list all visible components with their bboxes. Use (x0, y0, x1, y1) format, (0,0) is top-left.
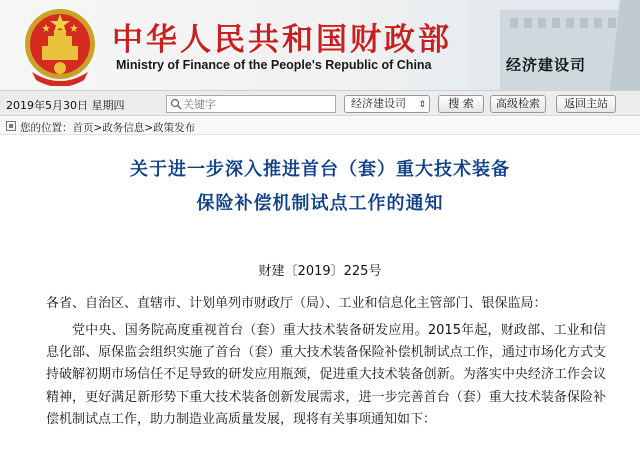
breadcrumb-trail (20, 120, 195, 135)
breadcrumb-prefix: 您的位置： (20, 122, 73, 134)
site-title-en: Ministry of Finance of the People's Republic of China (116, 58, 432, 72)
department-name: 经济建设司 (506, 56, 587, 74)
document-number: 财建〔2019〕225号 (258, 264, 382, 279)
breadcrumb (0, 117, 640, 135)
breadcrumb-gov-info[interactable]: 政务信息 (102, 122, 145, 134)
article-paragraph: 党中央、国务院高度重视首台（套）重大技术装备研发应用。2015年起，财政部、工业和信息化部、原保监会组织实施了首台（套）重大技术装备保险补偿机制试点工作，通过市场化方式支持破解初期市场信任不足导致的研发应用瓶颈，促进重大技术装备创新。为落实中央经济工作会议精神，更好满足新形势下重大技术装备创新发展需求，进一步完善首台（套）重大技术装备保险补偿机制试点工作，助力制造业高质量发展，现将有关事项通知如下： (46, 323, 606, 427)
site-title-cn: 中华人民共和国财政部 (112, 22, 452, 58)
search-input[interactable] (183, 96, 333, 112)
site-header (0, 0, 640, 90)
breadcrumb-separator: > (93, 122, 103, 134)
breadcrumb-policy-release[interactable]: 政策发布 (153, 122, 196, 134)
advanced-search-button[interactable]: 高级检索 (490, 95, 546, 113)
breadcrumb-separator: > (144, 122, 154, 134)
department-select-value: 经济建设司 (351, 97, 406, 110)
search-box[interactable] (166, 95, 336, 113)
search-icon (170, 98, 182, 110)
building-graphic-icon (470, 0, 640, 90)
article-title-line2: 保险补偿机制试点工作的通知 (196, 193, 444, 214)
department-select[interactable] (344, 95, 430, 113)
chevron-updown-icon: ⇕ (418, 100, 426, 110)
return-home-button[interactable]: 返回主站 (556, 95, 616, 113)
article-addressee: 各省、自治区、直辖市、计划单列市财政厅（局）、工业和信息化主管部门、银保监局： (46, 296, 547, 311)
article-title-line1: 关于进一步深入推进首台（套）重大技术装备 (130, 159, 510, 180)
search-button[interactable]: 搜 索 (438, 95, 484, 113)
breadcrumb-home[interactable]: 首页 (72, 122, 94, 134)
location-icon (6, 121, 16, 131)
toolbar (0, 90, 640, 116)
national-emblem-icon (22, 6, 98, 86)
current-date: 2019年5月30日 星期四 (6, 99, 125, 112)
